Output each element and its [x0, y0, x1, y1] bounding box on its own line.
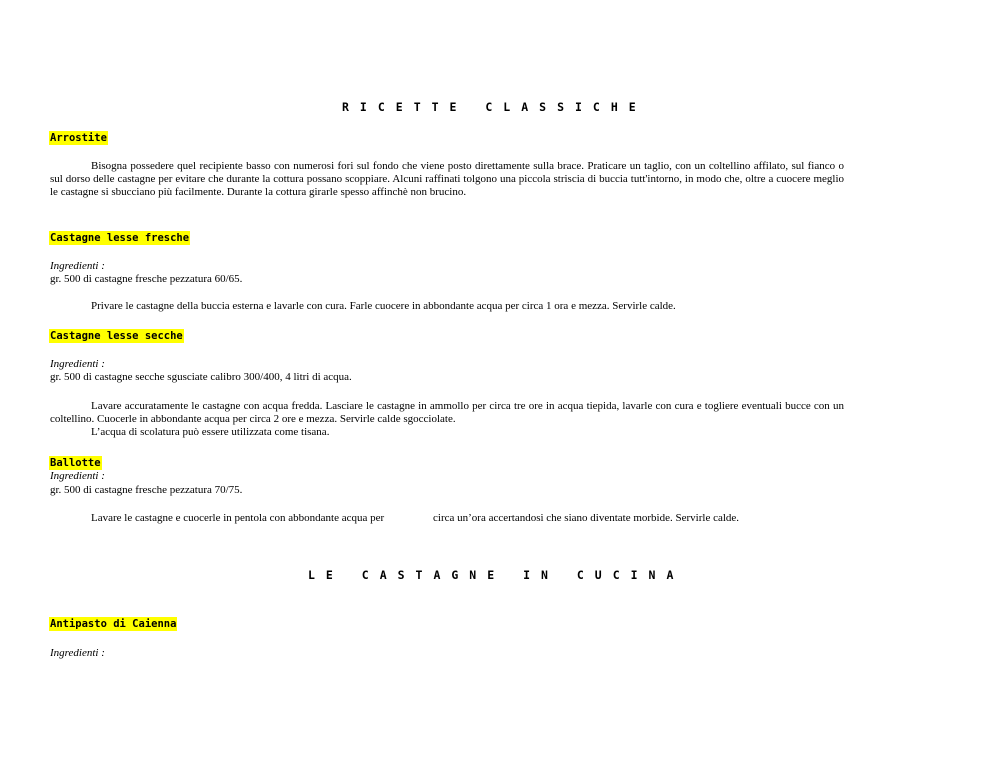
recipe-text-ballotte-part1: Lavare le castagne e cuocerle in pentola con abbondante acqua per [91, 512, 385, 524]
recipe-title-castagne-lesse-secche: Castagne lesse secche [50, 330, 183, 342]
section-title-ricette-classiche: RICETTE CLASSICHE [342, 100, 647, 114]
ingredients-label: Ingredienti : [50, 358, 105, 370]
recipe-title-castagne-lesse-fresche: Castagne lesse fresche [50, 232, 190, 244]
ingredients-list: gr. 500 di castagne fresche pezzatura 60/65. [50, 273, 243, 285]
recipe-title-ballotte: Ballotte [50, 457, 101, 469]
recipe-title-arrostite: Arrostite [50, 132, 107, 144]
ingredients-list: gr. 500 di castagne fresche pezzatura 70/75. [50, 484, 243, 496]
recipe-note-castagne-lesse-secche: L’acqua di scolatura può essere utilizzata come tisana. [91, 426, 330, 438]
recipe-text-castagne-lesse-fresche: Privare le castagne della buccia esterna e lavarle con cura. Farle cuocere in abbondante acqua per circa 1 ora e mezza. Servirle calde. [91, 300, 676, 312]
recipe-text-ballotte-part2: circa un’ora accertandosi che siano diventate morbide. Servirle calde. [433, 512, 740, 524]
ingredients-list: gr. 500 di castagne secche sgusciate calibro 300/400, 4 litri di acqua. [50, 371, 352, 383]
ingredients-label: Ingredienti : [50, 647, 105, 659]
ingredients-label: Ingredienti : [50, 470, 105, 482]
ingredients-label: Ingredienti : [50, 260, 105, 272]
recipe-text-arrostite: Bisogna possedere quel recipiente basso con numerosi fori sul fondo che viene posto direttamente sulla brace. Praticare un taglio, con un coltellino affilato, sul fianco o sul dorso delle castagne per evitare che durante la cottura possano scoppiare. Alcuni raffinati tolgono una piccola striscia di buccia tutt'intorno, in modo che, oltre a cuocere meglio le castagne si sbucciano più facilmente. Durante la cottura girarle spesso affinchè non brucino. [50, 160, 844, 198]
recipe-text-castagne-lesse-secche: Lavare accuratamente le castagne con acqua fredda. Lasciare le castagne in ammollo per circa tre ore in acqua tiepida, lavarle con cura e togliere eventuali bucce con un coltellino. Cuocerle in abbondante acqua per circa 2 ore e mezza. Servirle calde sgocciolate. [50, 400, 844, 425]
recipe-title-antipasto-di-caienna: Antipasto di Caienna [50, 618, 177, 630]
section-title-le-castagne-in-cucina: LE CASTAGNE IN CUCINA [308, 568, 685, 582]
